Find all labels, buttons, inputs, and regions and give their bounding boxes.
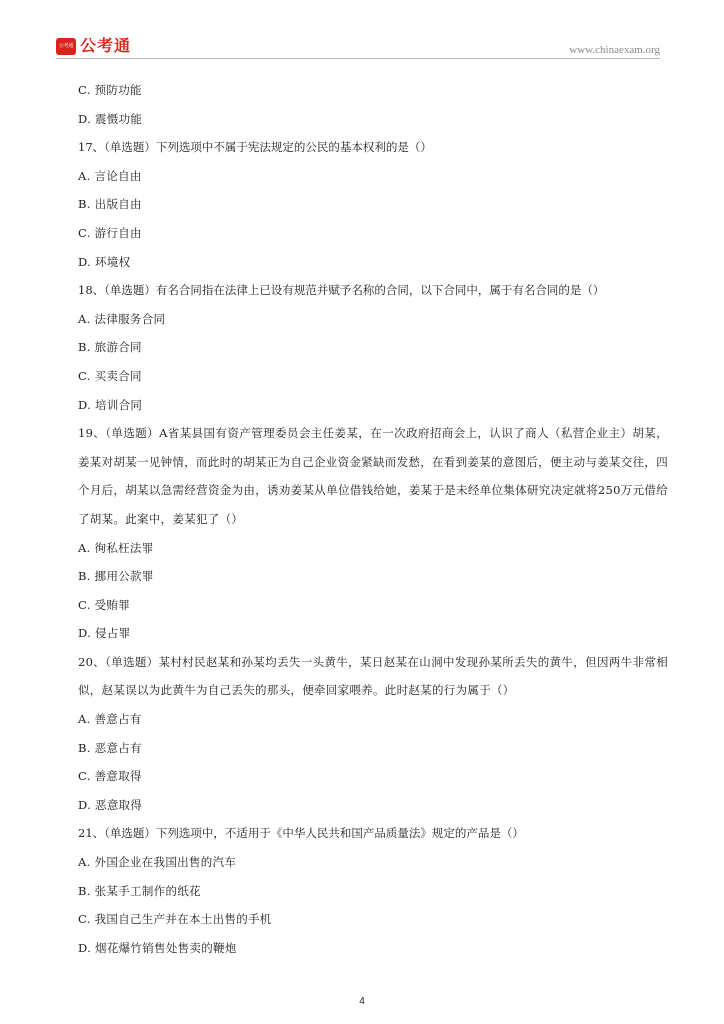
option-a-q21: A. 外国企业在我国出售的汽车 (78, 855, 237, 870)
logo-badge-icon: 公考通 (56, 38, 76, 55)
logo-text: 公考通 (80, 36, 132, 55)
option-b-q17: B. 出版自由 (78, 197, 142, 212)
page-number: 4 (359, 996, 365, 1007)
option-d-q19: D. 侵占罪 (78, 626, 131, 641)
option-d-q18: D. 培训合同 (78, 397, 143, 412)
question-18: 18、（单选题）有名合同指在法律上已设有规范并赋予名称的合同，以下合同中，属于有名合同的是（） (78, 283, 605, 298)
logo[interactable] (56, 36, 131, 56)
option-c-q16: C. 预防功能 (78, 83, 142, 97)
option-b-q21: B. 张某手工制作的纸花 (78, 883, 201, 898)
option-b-q18: B. 旅游合同 (78, 340, 142, 355)
option-a-q17: A. 言论自由 (78, 168, 142, 183)
option-d-q17: D. 环境权 (78, 254, 131, 269)
option-c-q21: C. 我国自己生产并在本土出售的手机 (78, 912, 272, 927)
option-d-q16: D. 震慑功能 (78, 111, 143, 126)
question-17: 17、（单选题）下列选项中不属于宪法规定的公民的基本权利的是（） (78, 140, 432, 155)
header-divider (56, 58, 660, 59)
option-b-q19: B. 挪用公款罪 (78, 569, 154, 584)
option-c-q20: C. 善意取得 (78, 769, 142, 784)
site-url[interactable]: www.chinaexam.org (569, 44, 660, 56)
option-a-q20: A. 善意占有 (78, 712, 142, 727)
option-c-q18: C. 买卖合同 (78, 368, 142, 383)
question-19: 19、（单选题）A省某县国有资产管理委员会主任姜某，在一次政府招商会上，认识了商人（私营企业主）胡某，姜某对胡某一见钟情，而此时的胡某正为自己企业资金紧缺而发愁，在看到姜某的意图后，便主动与姜某交往，四个月后，胡某以急需经营资金为由，诱劝姜某从单位借钱给她，姜某于是未经单位集体研究决定就将250万元借给了胡某。此案中，姜某犯了（） (78, 426, 668, 526)
question-20: 20、（单选题）某村村民赵某和孙某均丢失一头黄牛，某日赵某在山洞中发现孙某所丢失的黄牛，但因两牛非常相似，赵某误以为此黄牛为自己丢失的那头，便牵回家喂养。此时赵某的行为属于（） (78, 654, 668, 698)
option-a-q18: A. 法律服务合同 (78, 311, 166, 326)
exam-content (78, 76, 668, 962)
question-21: 21、（单选题）下列选项中，不适用于《中华人民共和国产品质量法》规定的产品是（） (78, 826, 524, 841)
option-a-q19: A. 徇私枉法罪 (78, 540, 154, 555)
option-b-q20: B. 恶意占有 (78, 740, 142, 755)
option-d-q21: D. 烟花爆竹销售处售卖的鞭炮 (78, 940, 237, 955)
page-header (0, 0, 724, 62)
option-c-q19: C. 受贿罪 (78, 597, 130, 612)
option-c-q17: C. 游行自由 (78, 225, 142, 240)
option-d-q20: D. 恶意取得 (78, 797, 143, 812)
